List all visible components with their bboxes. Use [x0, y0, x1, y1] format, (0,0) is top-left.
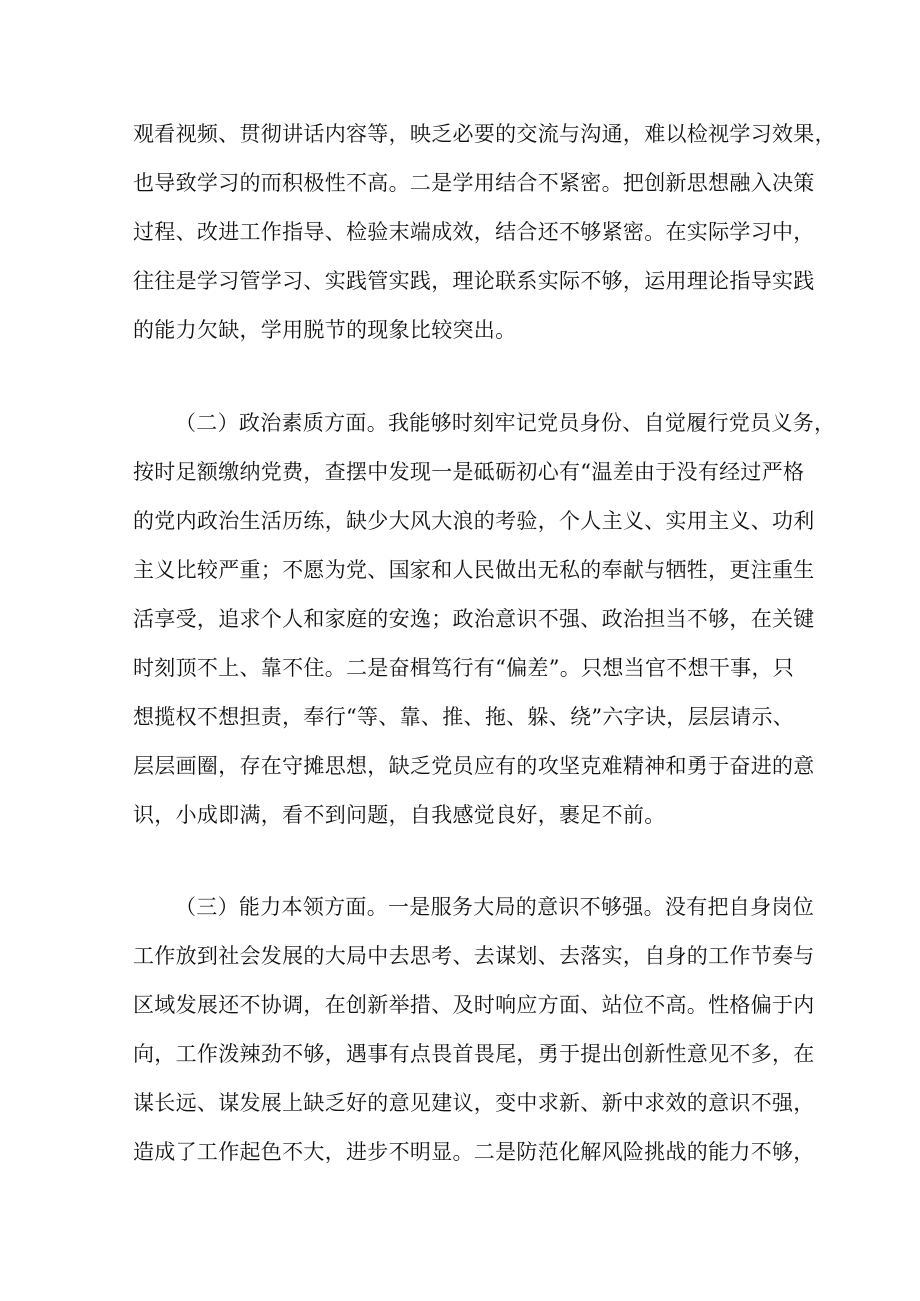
text-line: 时刻顶不上、靠不住。二是奋楫笃行有“偏差”。只想当官不想干事，只 — [133, 656, 795, 680]
text-line: 想揽权不想担责，奉行“等、靠、推、拖、躲、绕”六字诀，层层请示、 — [133, 705, 795, 729]
text-line: 造成了工作起色不大，进步不明显。二是防范化解风险挑战的能力不够， — [133, 1140, 815, 1164]
text-line: 的党内政治生活历练，缺少大风大浪的考验，个人主义、实用主义、功利 — [133, 509, 815, 533]
text-line: 谋长远、谋发展上缺乏好的意见建议，变中求新、新中求效的意识不强， — [133, 1091, 815, 1115]
text-line: 往往是学习管学习、实践管实践，理论联系实际不够，运用理论指导实践 — [133, 269, 815, 293]
text-line: 识，小成即满，看不到问题，自我感觉良好，裹足不前。 — [133, 803, 666, 827]
text-line: 过程、改进工作指导、检验末端成效，结合还不够紧密。在实际学习中， — [133, 220, 815, 244]
text-line: 工作放到社会发展的大局中去思考、去谋划、去落实，自身的工作节奏与 — [133, 944, 815, 968]
text-line: 区域发展还不协调，在创新举措、及时响应方面、站位不高。性格偏于内 — [133, 993, 815, 1017]
text-line: 也导致学习的而积极性不高。二是学用结合不紧密。把创新思想融入决策 — [133, 171, 815, 195]
text-line: 的能力欠缺，学用脱节的现象比较突出。 — [133, 318, 517, 342]
text-line: 主义比较严重；不愿为党、国家和人民做出无私的奉献与牺牲，更注重生 — [133, 558, 815, 582]
text-line: 活享受，追求个人和家庭的安逸；政治意识不强、政治担当不够，在关键 — [133, 607, 815, 631]
text-line: 观看视频、贯彻讲话内容等，映乏必要的交流与沟通，难以检视学习效果， — [133, 122, 836, 146]
text-line: 层层画圈，存在守摊思想，缺乏党员应有的攻坚克难精神和勇于奋进的意 — [133, 754, 815, 778]
section-heading-line: （三）能力本领方面。一是服务大局的意识不够强。没有把自身岗位 — [175, 895, 814, 919]
section-heading-line: （二）政治素质方面。我能够时刻牢记党员身份、自觉履行党员义务， — [175, 411, 836, 435]
text-line: 向，工作泼辣劲不够，遇事有点畏首畏尾，勇于提出创新性意见不多，在 — [133, 1042, 815, 1066]
text-line: 按时足额缴纳党费，查摆中发现一是砥砺初心有“温差由于没有经过严格 — [133, 460, 805, 484]
